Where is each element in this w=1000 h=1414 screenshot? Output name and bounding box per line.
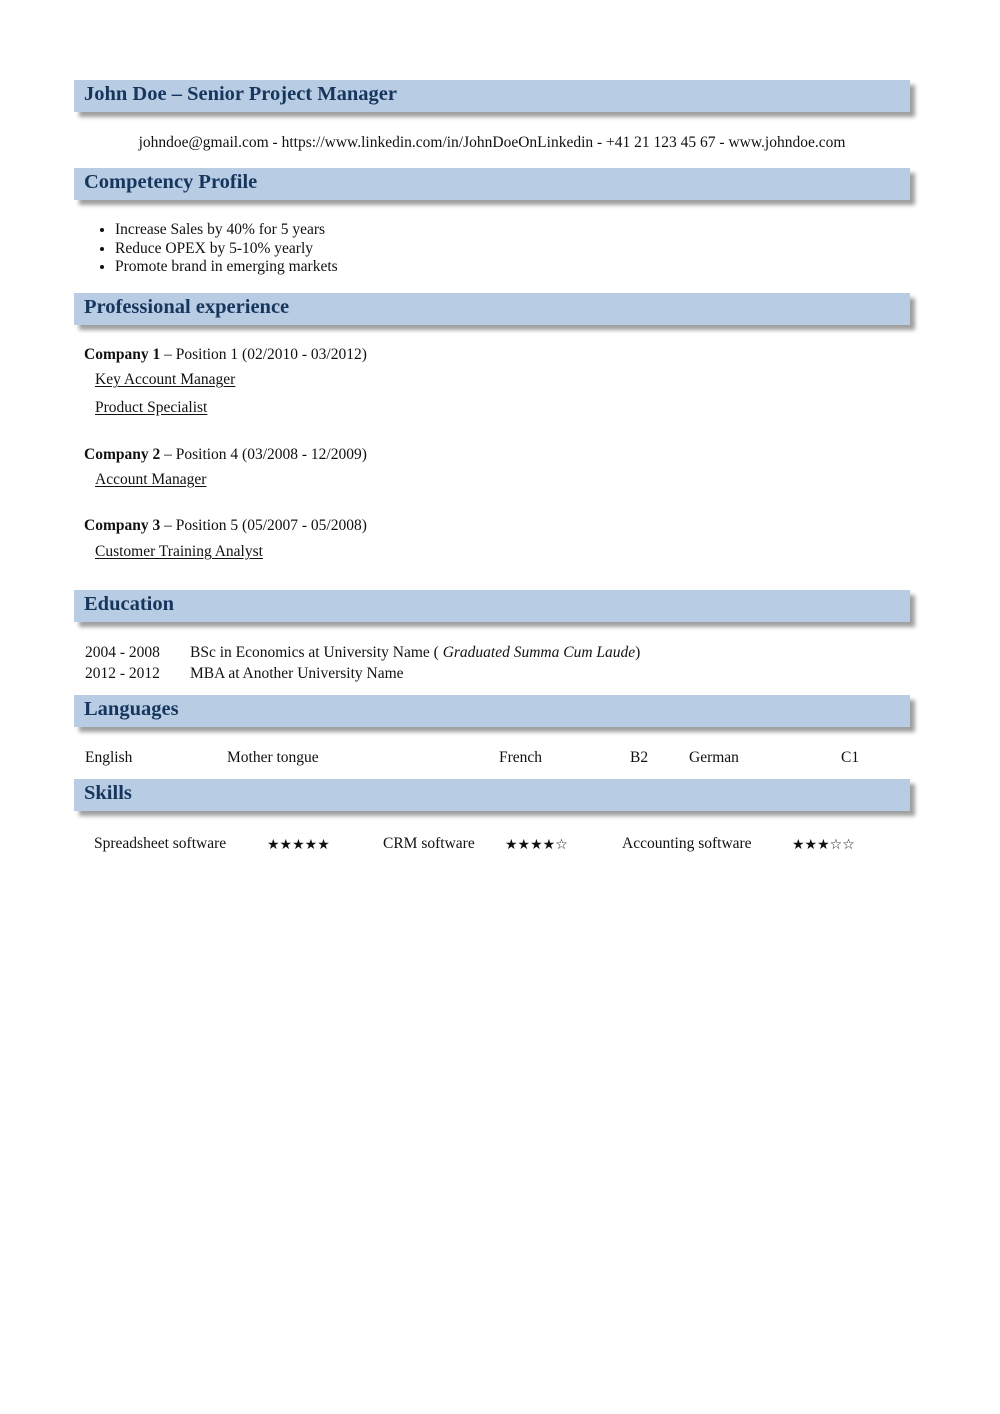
role-title: Key Account Manager bbox=[95, 371, 236, 388]
section-languages bbox=[74, 695, 910, 727]
language-name: French bbox=[499, 749, 543, 766]
company-name: Company 3 bbox=[84, 517, 161, 534]
section-title-education: Education bbox=[84, 593, 174, 615]
section-skills bbox=[74, 779, 910, 811]
page-title: John Doe – Senior Project Manager bbox=[84, 83, 397, 105]
section-title-skills: Skills bbox=[84, 782, 132, 804]
section-competency bbox=[74, 168, 910, 200]
competency-list bbox=[84, 221, 338, 277]
company-name: Company 2 bbox=[84, 446, 161, 463]
skill-name: Accounting software bbox=[622, 835, 752, 852]
role-title: Customer Training Analyst bbox=[95, 543, 263, 560]
language-level: Mother tongue bbox=[227, 749, 319, 766]
language-level: C1 bbox=[841, 749, 860, 766]
section-experience bbox=[74, 293, 910, 325]
star-rating: ★★★★★ bbox=[267, 837, 330, 853]
company-name: Company 1 bbox=[84, 346, 161, 363]
position-detail: – Position 1 (02/2010 - 03/2012) bbox=[160, 346, 367, 363]
section-title-languages: Languages bbox=[84, 698, 179, 720]
position-detail: – Position 4 (03/2008 - 12/2009) bbox=[160, 446, 367, 463]
education-years: 2004 - 2008 bbox=[85, 644, 160, 661]
section-education bbox=[74, 590, 910, 622]
role-title: Product Specialist bbox=[95, 399, 208, 416]
role-title: Account Manager bbox=[95, 471, 207, 488]
experience-entry-2 bbox=[84, 446, 367, 464]
competency-item: • Reduce OPEX by 5-10% yearly bbox=[115, 240, 338, 259]
language-name: English bbox=[85, 749, 133, 766]
position-detail: – Position 5 (05/2007 - 05/2008) bbox=[160, 517, 367, 534]
competency-item: • Promote brand in emerging markets bbox=[115, 258, 338, 277]
star-rating: ★★★☆☆ bbox=[792, 837, 855, 853]
section-title-experience: Professional experience bbox=[84, 296, 290, 318]
section-title-competency: Competency Profile bbox=[84, 171, 258, 193]
header-bar bbox=[74, 80, 910, 112]
education-degree: BSc in Economics at University Name ( Graduated Summa Cum Laude) bbox=[190, 644, 641, 661]
experience-entry-3 bbox=[84, 517, 367, 535]
language-level: B2 bbox=[630, 749, 649, 766]
competency-item: • Increase Sales by 40% for 5 years bbox=[115, 221, 338, 240]
language-name: German bbox=[689, 749, 739, 766]
skill-name: CRM software bbox=[383, 835, 475, 852]
education-years: 2012 - 2012 bbox=[85, 665, 160, 682]
education-honors: Graduated Summa Cum Laude bbox=[438, 644, 636, 661]
skill-name: Spreadsheet software bbox=[94, 835, 227, 852]
experience-entry-1 bbox=[84, 346, 367, 364]
contact-line: johndoe@gmail.com - https://www.linkedin.com/in/JohnDoeOnLinkedin - +41 21 123 45 67 - www.johndoe.com bbox=[138, 134, 846, 151]
education-degree: MBA at Another University Name bbox=[190, 665, 404, 682]
star-rating: ★★★★☆ bbox=[505, 837, 568, 853]
